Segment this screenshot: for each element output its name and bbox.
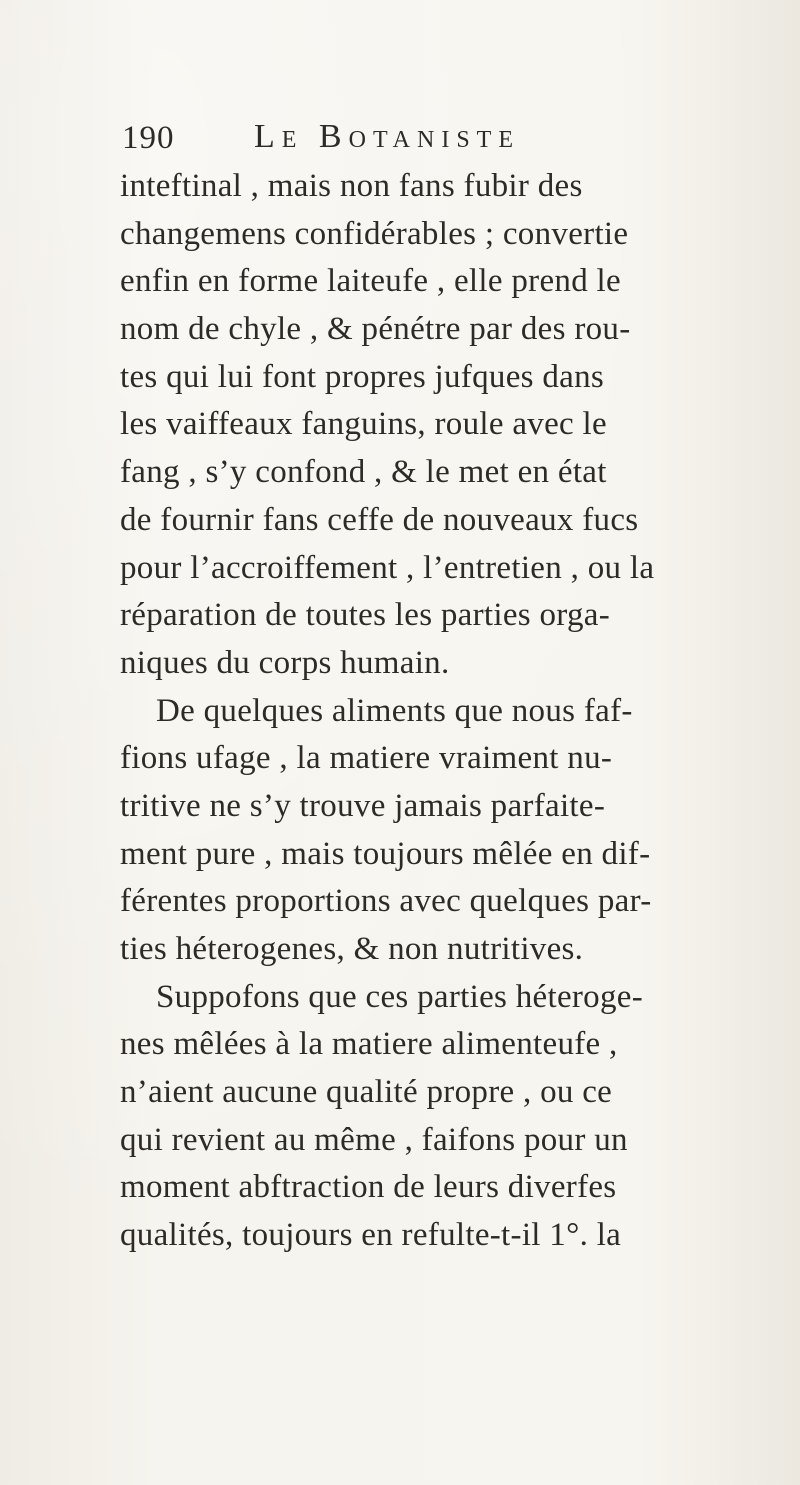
running-title: Le Botaniste (254, 118, 521, 155)
text-line: tes qui lui font propres jufques dans (120, 358, 605, 395)
text-line: inteftinal , mais non fans fubir des (120, 168, 583, 204)
text-line: fang , s’y confond , & le met en état (120, 454, 607, 491)
text-line: pour l’accroiffement , l’entretien , ou la (120, 549, 655, 586)
text-line: de fournir fans ceffe de nouveaux fucs (120, 501, 639, 538)
paragraph-start-line: Suppofons que ces parties héteroge- (156, 978, 644, 1015)
text-line: tritive ne s’y trouve jamais parfaite- (120, 787, 606, 824)
text-line: ment pure , mais toujours mêlée en dif- (120, 835, 651, 872)
text-line: nes mêlées à la matiere alimenteufe , (120, 1026, 618, 1063)
page-number: 190 (122, 120, 175, 156)
text-line: moment abftraction de leurs diverfes (120, 1169, 617, 1206)
text-line: ties héterogenes, & non nutritives. (120, 931, 584, 967)
text-line: qui revient au même , faifons pour un (120, 1121, 628, 1158)
paragraph-start-line: De quelques aliments que nous faf- (156, 692, 633, 729)
text-line: férentes proportions avec quelques par- (120, 883, 652, 920)
text-line: réparation de toutes les parties orga- (120, 597, 611, 634)
text-line: n’aient aucune qualité propre , ou ce (120, 1074, 613, 1111)
text-line: nom de chyle , & pénétre par des rou- (120, 311, 631, 348)
text-line: les vaiffeaux fanguins, roule avec le (120, 406, 607, 443)
text-line: qualités, toujours en refulte-t-il 1°. la (120, 1217, 622, 1254)
body-text (120, 163, 792, 1260)
text-line: fions ufage , la matiere vraiment nu- (120, 740, 613, 777)
text-line: niques du corps humain. (120, 644, 450, 681)
running-head (122, 120, 722, 160)
text-line: enfin en forme laiteufe , elle prend le (120, 263, 621, 300)
text-line: changemens confidérables ; convertie (120, 215, 629, 252)
